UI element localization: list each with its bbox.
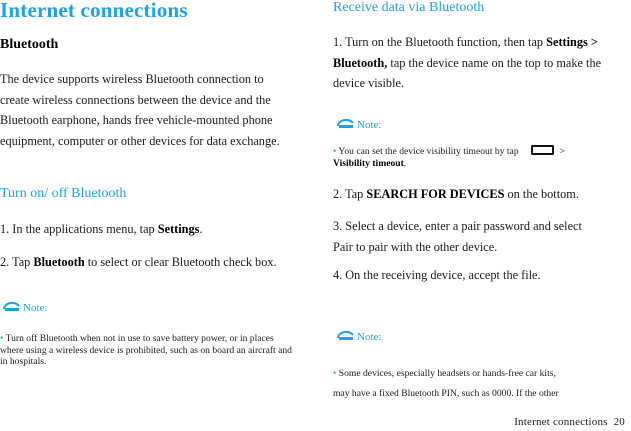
left-step-1: 1. In the applications menu, tap Settings. <box>0 222 203 236</box>
right-step-4: 4. On the receiving device, accept the file. <box>333 268 541 282</box>
right-note-1-label: Note: <box>336 117 381 131</box>
right-note-2-text: • Some devices, especially headsets or hands-free car kits, may have a fixed Bluetooth PIN, such as 0000. If the other <box>333 368 559 399</box>
left-step-2: 2. Tap Bluetooth to select or clear Bluetooth check box. <box>0 255 277 269</box>
right-note-1-text: • You can set the device visibility timeout by tap > Visibility timeout. <box>333 146 566 169</box>
bluetooth-intro: The device supports wireless Bluetooth connection to create wireless connections between the device and the Bluetooth earphone, hands free vehicle-mounted phone equipment, computer or other devices for data exchange. <box>0 72 280 148</box>
footer-section: Internet connections <box>514 416 608 428</box>
left-note-label: Note: <box>2 300 47 314</box>
subheading-receive-data: Receive data via Bluetooth <box>333 0 485 15</box>
note-icon <box>336 117 356 131</box>
right-step-3: 3. Select a device, enter a pair password and select Pair to pair with the other device. <box>333 219 582 254</box>
menu-key-icon <box>531 145 554 155</box>
page-footer <box>514 416 625 428</box>
page-title: Internet connections <box>0 0 188 22</box>
right-note-2-label: Note: <box>336 329 381 343</box>
note-icon <box>2 300 22 314</box>
right-step-2: 2. Tap SEARCH FOR DEVICES on the bottom. <box>333 187 579 201</box>
section-title-bluetooth: Bluetooth <box>0 37 59 52</box>
left-note-text: • Turn off Bluetooth when not in use to save battery power, or in places where using a wireless device is prohibited, such as on board an aircraft and in hospitals. <box>0 333 292 367</box>
right-step-1: 1. Turn on the Bluetooth function, then tap Settings > Bluetooth, tap the device name on the top to make the device visible. <box>333 35 602 90</box>
subheading-turn-on-off: Turn on/ off Bluetooth <box>0 186 127 201</box>
note-icon <box>336 329 356 343</box>
page-number: 20 <box>613 416 625 428</box>
